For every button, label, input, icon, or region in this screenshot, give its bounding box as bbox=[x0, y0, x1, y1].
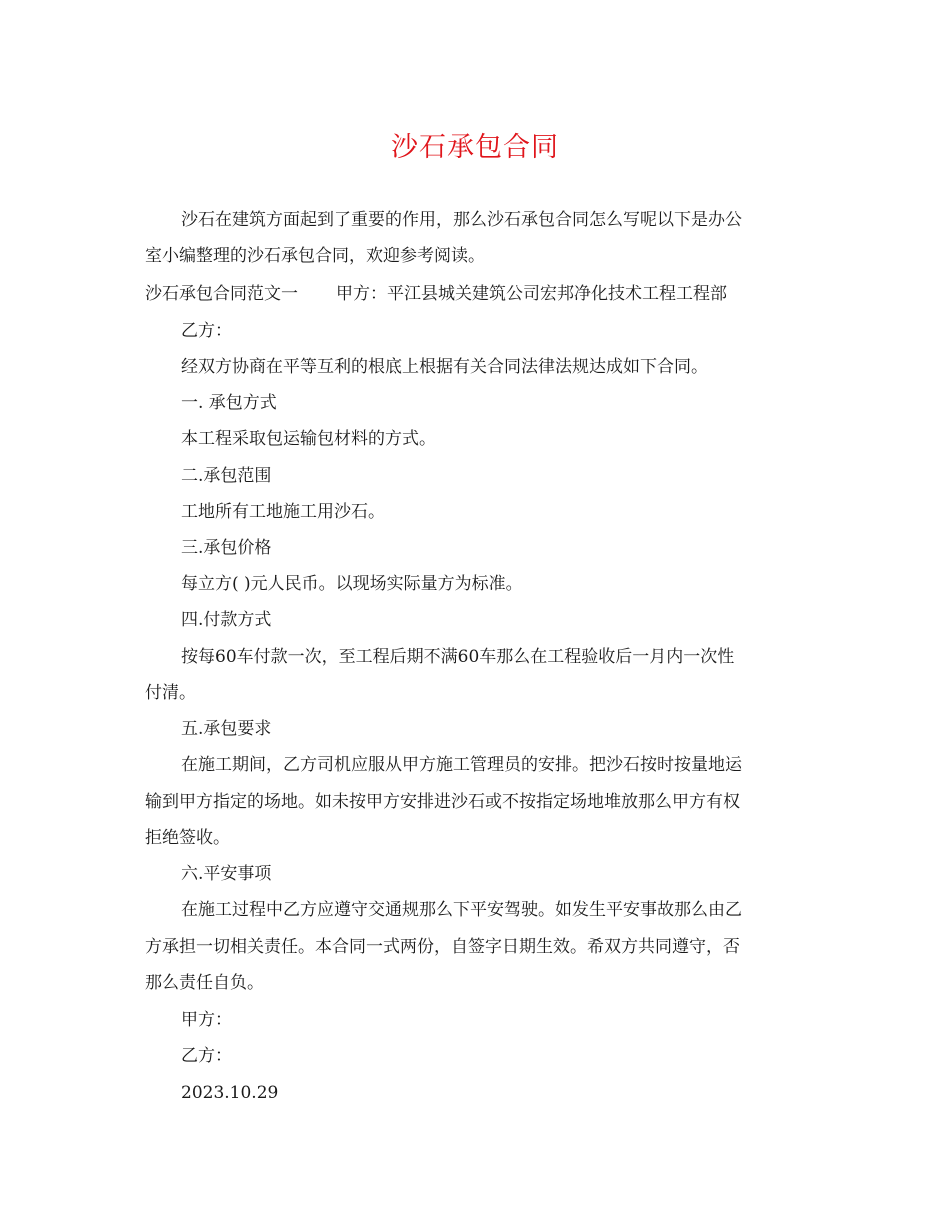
section-1-heading: 一. 承包方式 bbox=[181, 393, 277, 413]
document-title: 沙石承包合同 bbox=[391, 132, 559, 163]
section-5-heading: 五.承包要求 bbox=[181, 719, 272, 739]
section-3-heading: 三.承包价格 bbox=[181, 538, 272, 558]
section-5-body-line-1: 在施工期间，乙方司机应服从甲方施工管理员的安排。把沙石按时按量地运 bbox=[181, 755, 742, 775]
section-5-body-line-2: 输到甲方指定的场地。如未按甲方安排进沙石或不按指定场地堆放那么甲方有权 bbox=[145, 792, 740, 812]
sample-header-line bbox=[145, 281, 805, 307]
section-4-body-line-2: 付清。 bbox=[145, 683, 196, 703]
section-4-body-line-1: 按每60车付款一次，至工程后期不满60车那么在工程验收后一月内一次性 bbox=[181, 647, 735, 667]
section-6-body-line-3: 那么责任自负。 bbox=[145, 973, 264, 993]
signature-date: 2023.10.29 bbox=[181, 1083, 279, 1103]
section-6-heading: 六.平安事项 bbox=[181, 864, 272, 884]
intro-line-1: 沙石在建筑方面起到了重要的作用，那么沙石承包合同怎么写呢以下是办公 bbox=[181, 210, 742, 230]
signature-party-b: 乙方： bbox=[181, 1046, 232, 1066]
agreement-text: 经双方协商在平等互利的根底上根据有关合同法律法规达成如下合同。 bbox=[181, 357, 708, 377]
section-5-body-line-3: 拒绝签收。 bbox=[145, 828, 230, 848]
section-6-body-line-1: 在施工过程中乙方应遵守交通规那么下平安驾驶。如发生平安事故那么由乙 bbox=[181, 900, 742, 920]
section-2-body: 工地所有工地施工用沙石。 bbox=[181, 502, 385, 522]
section-1-body: 本工程采取包运输包材料的方式。 bbox=[181, 429, 436, 449]
party-a-full: 甲方：平江县城关建筑公司宏邦净化技术工程工程部 bbox=[336, 284, 727, 304]
party-b-label: 乙方： bbox=[181, 321, 232, 341]
intro-line-2: 室小编整理的沙石承包合同，欢迎参考阅读。 bbox=[145, 246, 485, 266]
section-3-body: 每立方( )元人民币。以现场实际量方为标准。 bbox=[181, 574, 523, 594]
section-2-heading: 二.承包范围 bbox=[181, 466, 272, 486]
section-4-heading: 四.付款方式 bbox=[181, 610, 272, 630]
signature-party-a: 甲方： bbox=[181, 1010, 232, 1030]
section-6-body-line-2: 方承担一切相关责任。本合同一式两份，自签字日期生效。希双方共同遵守，否 bbox=[145, 937, 740, 957]
sample-label: 沙石承包合同范文一 bbox=[145, 284, 298, 304]
